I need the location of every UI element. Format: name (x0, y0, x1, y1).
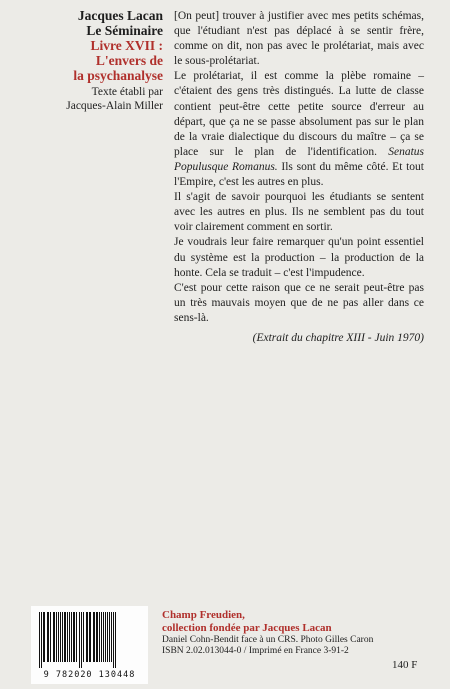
barcode-bar (113, 612, 114, 668)
barcode-bar (62, 612, 63, 662)
barcode-bar (76, 612, 77, 662)
excerpt-paragraph: Il s'agit de savoir pourquoi les étudiants se sentent avec les autres en plus. Ils ne semblent pas du tout voir clairement comment en sortir. (174, 191, 424, 234)
excerpt-paragraph: Je voudrais leur faire remarquer qu'un point essentiel du système est la production – la production de la honte. Cela se traduit – c'est l'impudence. (174, 236, 424, 279)
latin-phrase: Senatus Populusque Romanus. (174, 145, 424, 173)
barcode-bar (43, 612, 45, 662)
series-name: Le Séminaire (86, 23, 163, 38)
barcode-bar (86, 612, 88, 662)
barcode-bar (105, 612, 106, 662)
barcode-bar (69, 612, 70, 662)
barcode-bar (89, 612, 91, 662)
editor-line-2: Jacques-Alain Miller (66, 100, 163, 112)
barcode-bar (99, 612, 100, 662)
barcode-bar (71, 612, 72, 662)
barcode-bar (79, 612, 80, 668)
barcode-bar (58, 612, 59, 662)
barcode-bar (39, 612, 40, 668)
barcode-bar (73, 612, 75, 662)
barcode-bar (60, 612, 61, 662)
book-title-line-1: Livre XVII : (90, 38, 163, 53)
barcode (31, 606, 148, 684)
barcode-bar (96, 612, 98, 662)
barcode-bar (53, 612, 55, 662)
price: 140 F (392, 659, 418, 671)
barcode-bar (101, 612, 102, 662)
collection-line-2: collection fondée par Jacques Lacan (162, 622, 332, 634)
excerpt-text (174, 9, 424, 346)
barcode-bar (83, 612, 84, 662)
isbn-line: ISBN 2.02.013044-0 / Imprimé en France 3-91-2 (162, 646, 349, 656)
title-block (53, 8, 163, 113)
barcode-bar (111, 612, 112, 662)
barcode-number: 9 782020 130448 (43, 670, 136, 680)
barcode-bar (81, 612, 82, 668)
barcode-bar (107, 612, 108, 662)
barcode-bar (109, 612, 110, 662)
author-name: Jacques Lacan (77, 8, 163, 23)
excerpt-paragraph: Le prolétariat, il est comme la plèbe romaine – c'étaient des gens très distingués. La lutte de classe contient peut-être cette petite source d'erreur au départ, que ça ne se passe absolument pas sur le plan de la vraie dialectique du discours du maître – ça se place sur le plan de l'identification. Senatus Populusque Romanus. Ils sont du même côté. Et tout l'Empire, c'est les autres en plus. (174, 70, 424, 189)
barcode-bar (50, 612, 51, 662)
barcode-bar (56, 612, 57, 662)
barcode-bar (103, 612, 104, 662)
book-title-line-3: la psychanalyse (73, 68, 163, 83)
photo-credit: Daniel Cohn-Bendit face à un CRS. Photo Gilles Caron (162, 635, 374, 645)
editor-line-1: Texte établi par (91, 86, 163, 98)
barcode-bar (115, 612, 116, 668)
barcode-bar (67, 612, 68, 662)
excerpt-paragraph: C'est pour cette raison que ce ne serait peut-être pas un très mauvais moyen que de ne pas aller dans ce sens-là. (174, 281, 424, 324)
excerpt-citation: (Extrait du chapitre XIII - Juin 1970) (252, 331, 424, 344)
collection-line-1: Champ Freudien, (162, 609, 245, 621)
book-title-line-2: L'envers de (95, 53, 163, 68)
barcode-bar (64, 612, 66, 662)
barcode-bar (41, 612, 42, 668)
barcode-bar (47, 612, 49, 662)
footer-info (162, 609, 422, 657)
barcode-bars (39, 612, 140, 668)
barcode-bar (93, 612, 95, 662)
excerpt-paragraph: [On peut] trouver à justifier avec mes petits schémas, que l'étudiant n'est pas déplacé à se sentir frère, comme on dit, non pas avec le prolétariat, mais avec le sous-prolétariat. (174, 10, 424, 68)
